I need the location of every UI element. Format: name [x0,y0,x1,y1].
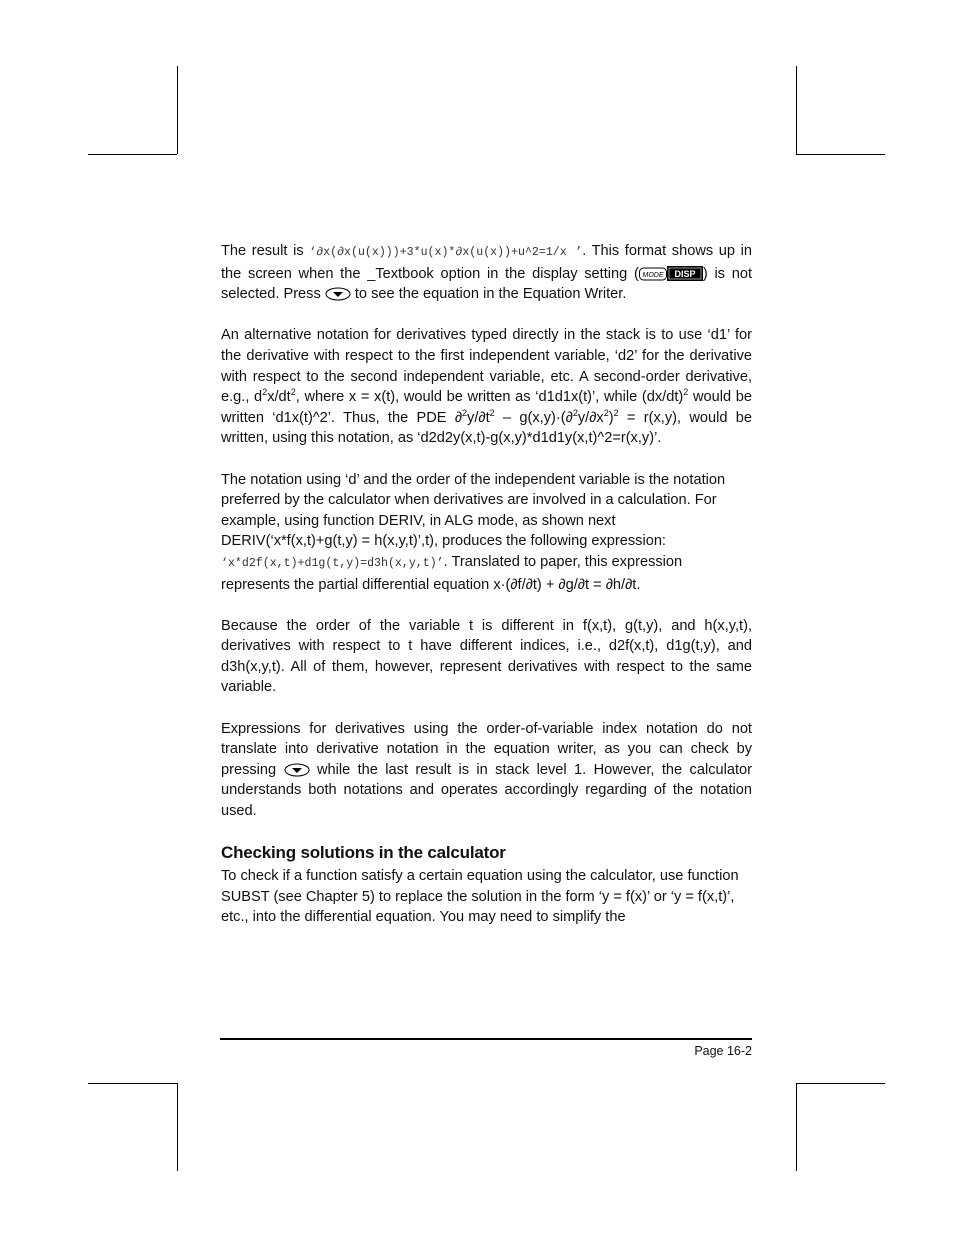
paragraph-variable-order: Because the order of the variable t is different in f(x,t), g(t,y), and h(x,y,t), derivatives with respect to t have different indices, i.e., d2f(x,t), d1g(t,y), and d3h(x,y,t). All of them, however, represent derivatives with respect to the same variable. [221,617,752,696]
crop-mark [177,66,178,154]
crop-mark [796,154,885,155]
down-arrow-key-icon [325,287,351,301]
section-heading: Checking solutions in the calculator [221,843,506,863]
crop-mark [796,66,797,154]
text: The result is [221,243,310,259]
text: ) is not selected. Press [221,265,753,303]
section-body: To check if a function satisfy a certain equation using the calculator, use function SUBST (see Chapter 5) to replace the solution in the form ‘y = f(x)’ or ‘y = f(x,t)’, etc., into the differential equation. You may need to simplify the [221,868,739,926]
paragraph-result [221,241,752,305]
mode-key-label: MODE [642,271,664,279]
page-body [221,241,752,928]
paragraph-alternative-notation: An alternative notation for derivatives typed directly in the stack is to use ‘d1’ for the derivative with respect to the first independent variable, ‘d2’ for the derivative with respect to the second independent variable, etc. A second-order derivative, e.g., $d^2x/dt^2$, where x = x(t), would be written as ‘d1d1x(t)’, while $(dx/dt)^2$ would be written ‘d1x(t)^2’. Thus, the PDE $\partial^2y/\partial t^2 - g(x,y)\cdot(\partial^2y/\partial x^2)^2 = r(x,y)$, would be written, using this notation, as ‘d2d2y(x,t)-g(x,y)*d1d1y(x,t)^2=r(x,y)’. [221,327,752,447]
crop-mark [88,1083,177,1084]
paragraph-expressions: Expressions for derivatives using the order-of-variable index notation do not translate into derivative notation in the equation writer, as you can check by pressing while the last result is in stack level 1. However, the calculator understands both notations and operates accordingly regarding of the notation used. [221,720,752,820]
disp-key-label: DISP [674,269,696,280]
code-expression: ‘∂x(∂x(u(x)))+3*u(x)*∂x(u(x))+u^2=1/x ’ [309,246,583,259]
mode-key-icon [639,267,667,281]
disp-softkey-icon [667,266,703,281]
text: to see the equation in the Equation Writer. [350,286,627,303]
crop-mark [88,154,177,155]
down-arrow-key-icon [284,763,310,777]
text: . This format shows up in the screen when the _Textbook option in the display setting ( [221,243,753,282]
crop-mark [796,1083,797,1171]
crop-mark [177,1083,178,1171]
page-number: Page 16-2 [694,1044,752,1058]
code-expression: ‘x*d2f(x,t)+d1g(t,y)=d3h(x,y,t)’ [221,556,444,570]
footer-rule [220,1038,752,1040]
crop-mark [796,1083,885,1084]
paragraph-d-notation: The notation using ‘d’ and the order of the independent variable is the notation preferred by the calculator when derivatives are involved in a calculation. For example, using function DERIV, in ALG mode, as shown next DERIV(‘x*f(x,t)+g(t,y) = h(x,y,t)’,t), produces the following expression: ‘x*d2f(x,t)+d1g(t,y)=d3h(x,y,t)’. Translated to paper, this expression represents the partial differential equation x·(∂f/∂t) + ∂g/∂t = ∂h/∂t. [221,471,726,593]
